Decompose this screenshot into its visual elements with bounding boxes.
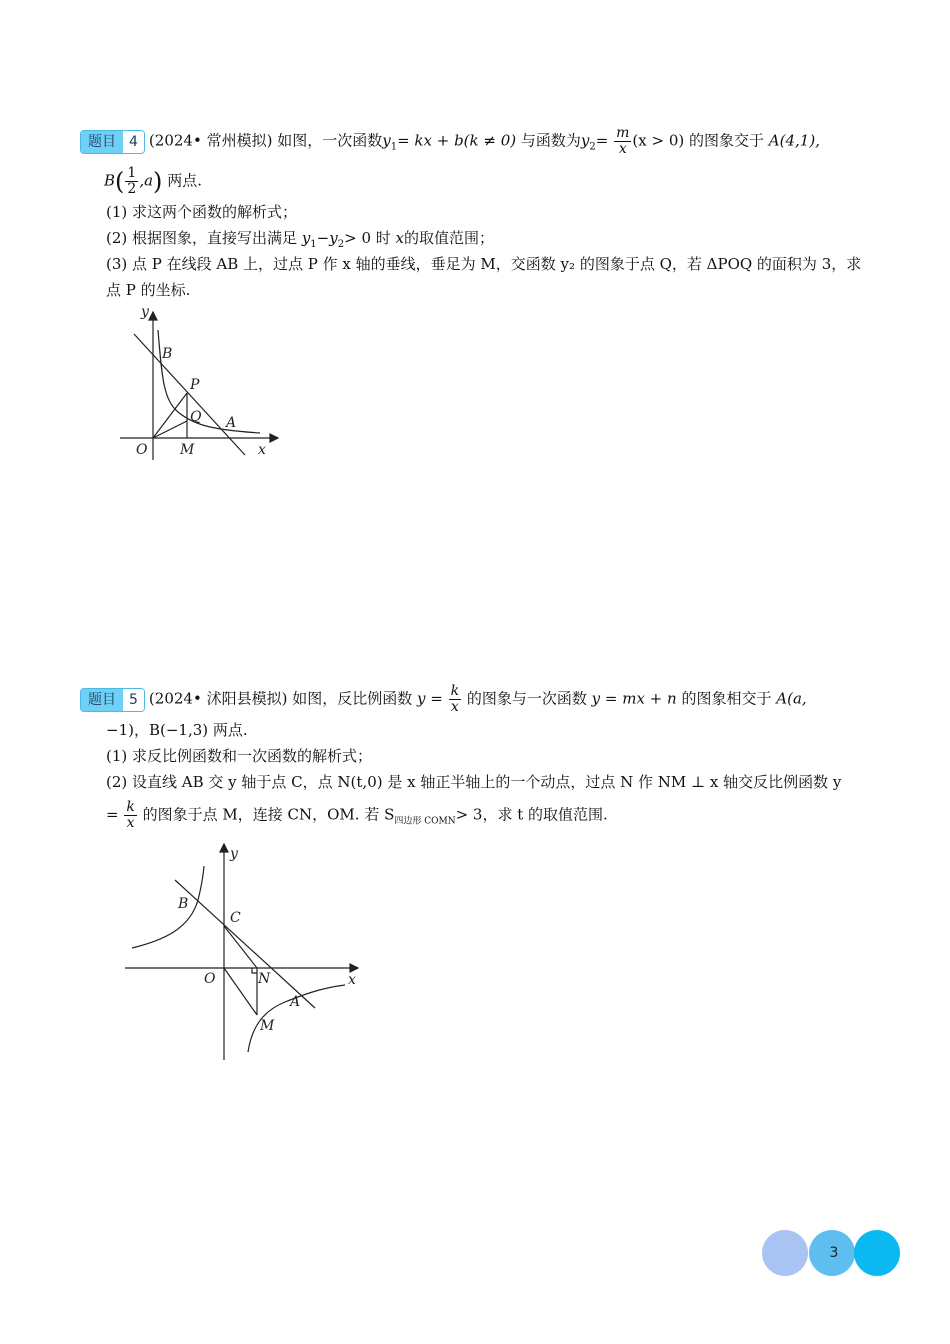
page-circle-left: [762, 1230, 808, 1276]
page-number: 3: [829, 1245, 839, 1261]
label-P: P: [190, 377, 200, 393]
label-A: A: [290, 994, 301, 1010]
label-B: B: [178, 896, 189, 912]
problem-5-question-1: (1) 求反比例函数和一次函数的解析式；: [106, 747, 373, 765]
x-axis-arrow: [270, 434, 278, 442]
fraction-k-over-x-2: $\frac{k}{x}$: [126, 799, 135, 831]
label-M: M: [260, 1018, 275, 1034]
problem-5-question-2: (2) 设直线 AB 交 y 轴于点 C，点 N(t,0) 是 x 轴正半轴上的一个动点，过点 N 作 NM ⊥ x 轴交反比例函数 y: [106, 773, 842, 791]
segment-OM: [224, 968, 257, 1015]
figure-5-graph: [120, 840, 370, 1065]
label-y: y: [141, 304, 149, 320]
right-angle-mark: [252, 968, 257, 973]
problem-4-line-2: B( $\frac{1}{2}$ ,a) 两点.: [104, 165, 202, 197]
label-y: y: [230, 846, 238, 862]
problem-5-badge: 题目 5: [80, 688, 145, 712]
problem-5-source: (2024• 沭阳县模拟): [148, 689, 288, 708]
segment-OQ: [153, 421, 187, 438]
label-C: C: [230, 910, 241, 926]
problem-4-line-1: 题目 4 (2024• 常州模拟) 如图，一次函数$y_1=$ kx + b(k ≠ 0) 与函数为$y_2=$ $\frac{m}{x}$ (x > 0) 的图象交于 A(4,1),: [80, 126, 820, 158]
label-B: B: [162, 346, 173, 362]
label-x: x: [348, 972, 356, 988]
label-O: O: [204, 971, 216, 987]
label-M: M: [180, 442, 195, 458]
y-axis-arrow: [149, 312, 157, 320]
fraction-one-half: $\frac{1}{2}$: [127, 165, 137, 197]
problem-5-line-1: 题目 5 (2024• 沭阳县模拟) 如图，反比例函数 y = $\frac{k}{x}$ 的图象与一次函数 y = mx + n 的图象相交于 A(a,: [80, 684, 807, 715]
problem-5-line-2: −1)，B(−1,3) 两点.: [106, 721, 248, 739]
line-AB: [175, 880, 315, 1008]
label-x: x: [258, 442, 266, 458]
hyperbola-upper-left: [132, 866, 204, 948]
segment-CN: [224, 926, 257, 968]
problem-4-source: (2024• 常州模拟): [148, 131, 273, 150]
fraction-k-over-x: $\frac{k}{x}$: [450, 683, 460, 715]
label-A: A: [226, 415, 237, 431]
label-N: N: [258, 971, 271, 987]
hyperbola-curve: [158, 330, 260, 433]
problem-4-question-2: (2) 根据图象，直接写出满足 $y_1-y_2> 0$ 时 x的取值范围；: [106, 229, 495, 250]
problem-4-question-3-cont: 点 P 的坐标.: [106, 281, 191, 299]
problem-4-badge: 题目 4: [80, 130, 145, 154]
page-number-badge: [762, 1230, 902, 1276]
fraction-m-over-x: $\frac{m}{x}$: [616, 125, 630, 157]
line-AB: [134, 334, 245, 455]
problem-4-question-3: (3) 点 P 在线段 AB 上，过点 P 作 x 轴的垂线，垂足为 M，交函数 y₂ 的图象于点 Q，若 ΔPOQ 的面积为 3，求: [106, 255, 862, 273]
problem-4-question-1: (1) 求这两个函数的解析式；: [106, 203, 298, 221]
page-circle-right: [854, 1230, 900, 1276]
y-axis-arrow: [220, 844, 228, 852]
label-Q: Q: [190, 409, 202, 425]
x-axis-arrow: [350, 964, 358, 972]
figure-4-graph: [110, 300, 290, 465]
label-O: O: [136, 442, 148, 458]
problem-5-question-2-cont: = $\frac{k}{x}$ 的图象于点 M，连接 CN，OM. 若 $S_{四边形 COMN}> 3$，求 t 的取值范围.: [106, 799, 608, 831]
